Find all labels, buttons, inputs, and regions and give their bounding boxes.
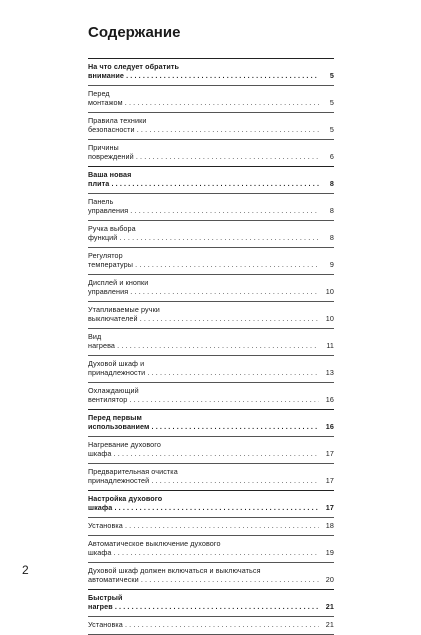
toc-entry-title: На что следует обратить внимание . . . <box>88 62 320 80</box>
toc-entry-title: Установка . . . <box>88 521 320 530</box>
toc-entry[interactable] <box>88 355 334 382</box>
toc-entry[interactable] <box>88 616 334 634</box>
toc-entry-title: Дисплей и кнопки управления . . . <box>88 278 320 296</box>
toc-entry-page: 10 <box>319 287 334 296</box>
toc-entry-page: 8 <box>319 233 334 242</box>
toc-entry[interactable] <box>88 562 334 589</box>
toc-entry-page: 8 <box>319 206 334 215</box>
toc-entry[interactable] <box>88 301 334 328</box>
toc-entry[interactable] <box>88 436 334 463</box>
toc-entry-page: 11 <box>319 341 334 350</box>
toc-entry-title: Охлаждающий вентилятор . . . <box>88 386 320 404</box>
toc-entry-title: Вид нагрева . . . <box>88 332 320 350</box>
toc-entry[interactable] <box>88 517 334 535</box>
toc-entry[interactable] <box>88 58 334 85</box>
toc-entry[interactable] <box>88 166 334 193</box>
toc-entry-page: 5 <box>319 98 334 107</box>
toc-entry-page: 6 <box>319 152 334 161</box>
toc-entry[interactable] <box>88 382 334 409</box>
toc-entry-title: Ручка выбора функций . . . <box>88 224 320 242</box>
toc-entry[interactable] <box>88 328 334 355</box>
toc-entry-title: Перед монтажом . . . <box>88 89 320 107</box>
toc-entry[interactable] <box>88 589 334 616</box>
toc-entry-page: 16 <box>319 395 334 404</box>
toc-entry-title: Правила техники безопасности . . . <box>88 116 320 134</box>
toc-entry[interactable] <box>88 193 334 220</box>
table-of-contents <box>88 58 334 635</box>
toc-entry-page: 10 <box>319 314 334 323</box>
page-number: 2 <box>22 563 29 577</box>
toc-entry[interactable] <box>88 85 334 112</box>
toc-entry-page: 5 <box>319 125 334 134</box>
toc-entry-page: 18 <box>319 521 334 530</box>
page-title: Содержание <box>88 24 181 41</box>
toc-entry-title: Причины повреждений . . . <box>88 143 320 161</box>
toc-entry[interactable] <box>88 220 334 247</box>
toc-entry-title: Перед первым использованием . . . <box>88 413 320 431</box>
toc-entry[interactable] <box>88 247 334 274</box>
toc-entry-title: Утапливаемые ручки выключателей . . . <box>88 305 320 323</box>
toc-entry-page: 8 <box>319 179 334 188</box>
toc-entry-page: 21 <box>319 620 334 629</box>
toc-entry[interactable] <box>88 490 334 517</box>
toc-entry-page: 5 <box>319 71 334 80</box>
toc-entry-page: 21 <box>319 602 334 611</box>
toc-entry-title: Духовой шкаф и принадлежности . . . <box>88 359 320 377</box>
toc-entry-page: 17 <box>319 476 334 485</box>
toc-entry-page: 17 <box>319 503 334 512</box>
toc-entry-title: Нагревание духового шкафа . . . <box>88 440 320 458</box>
toc-entry-page: 20 <box>319 575 334 584</box>
toc-entry-page: 9 <box>319 260 334 269</box>
toc-entry-title: Настройка духового шкафа . . . <box>88 494 320 512</box>
toc-entry-title: Панель управления . . . <box>88 197 320 215</box>
toc-entry-page: 13 <box>319 368 334 377</box>
toc-entry-title: Духовой шкаф должен включаться и выключаться автоматически . . . <box>88 566 320 584</box>
toc-entry-title: Регулятор температуры . . . <box>88 251 320 269</box>
toc-entry[interactable] <box>88 274 334 301</box>
toc-entry[interactable] <box>88 139 334 166</box>
toc-entry[interactable] <box>88 535 334 562</box>
toc-entry-title: Ваша новая плита . . . <box>88 170 320 188</box>
toc-entry[interactable] <box>88 112 334 139</box>
toc-entry-title: Быстрый нагрев . . . <box>88 593 320 611</box>
toc-entry[interactable] <box>88 463 334 490</box>
toc-entry-title: Установка . . . <box>88 620 320 629</box>
toc-entry-page: 16 <box>319 422 334 431</box>
toc-entry-page: 19 <box>319 548 334 557</box>
toc-entry-page: 17 <box>319 449 334 458</box>
toc-entry-title: Автоматическое выключение духового шкафа . . . <box>88 539 320 557</box>
toc-entry[interactable] <box>88 409 334 436</box>
toc-entry-title: Предварительная очистка принадлежностей . . . <box>88 467 320 485</box>
